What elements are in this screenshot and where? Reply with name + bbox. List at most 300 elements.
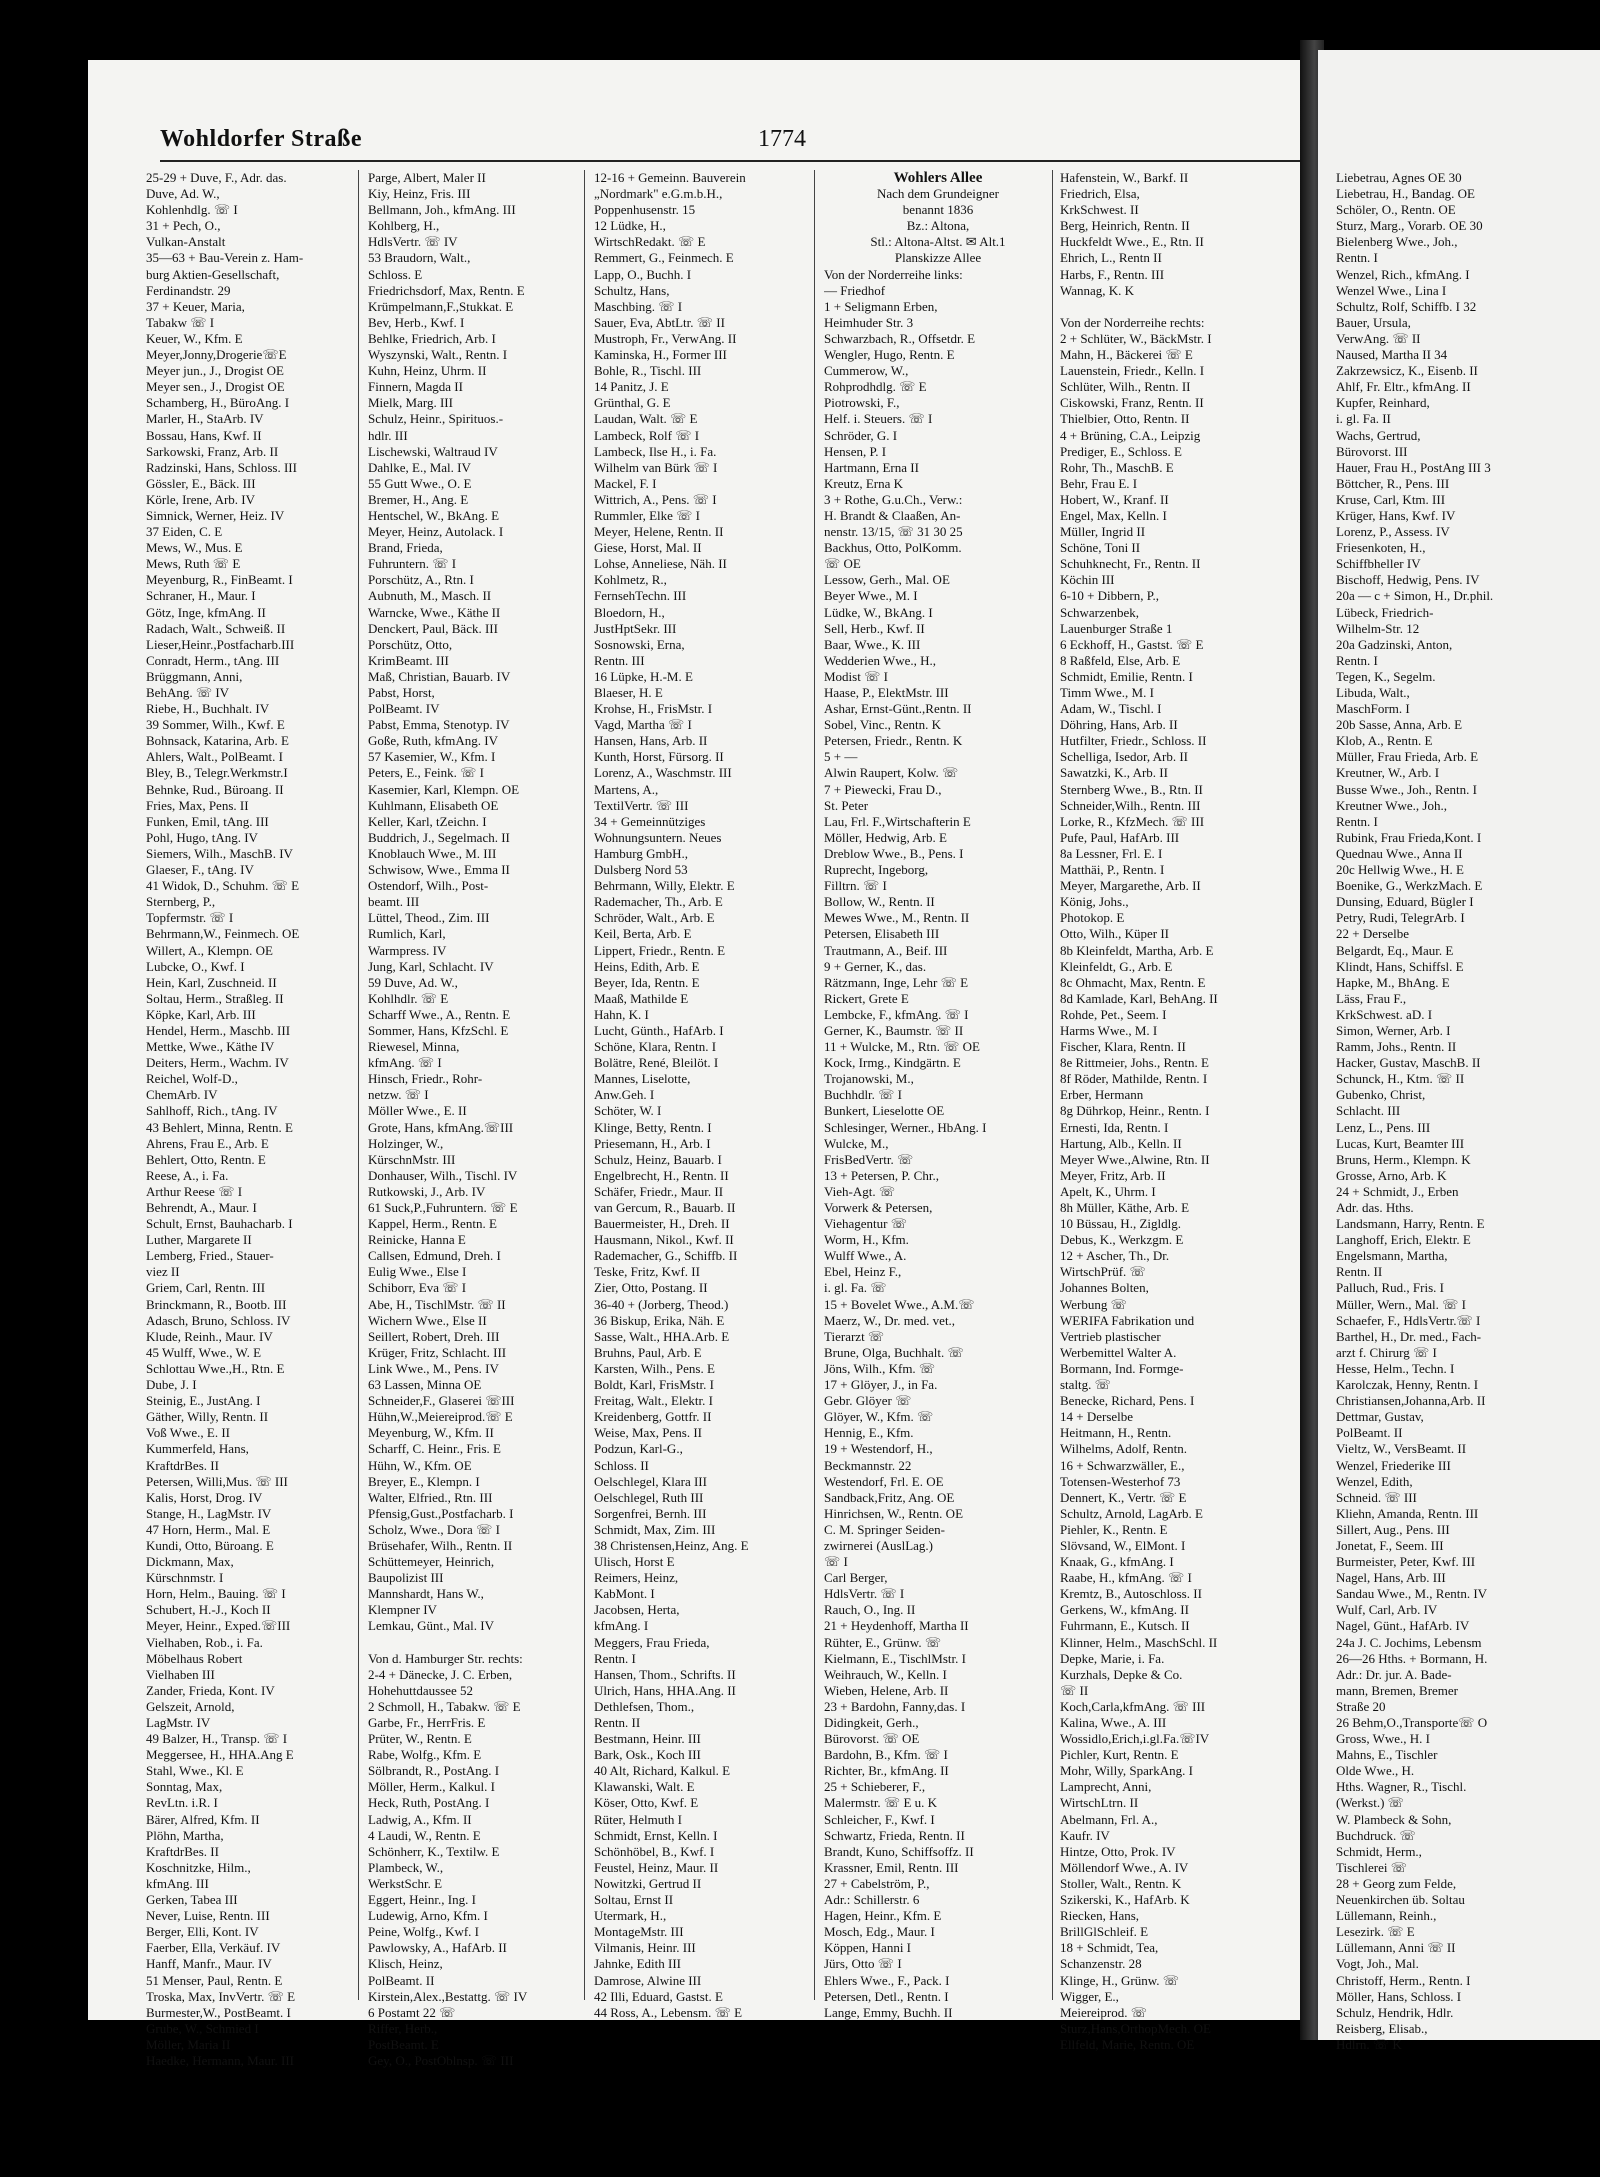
entry-line: Plöhn, Martha, — [146, 1827, 224, 1843]
entry-line: Dreblow Wwe., B., Pens. I — [824, 845, 964, 861]
entry-line: 20a Gadzinski, Anton, — [1336, 636, 1453, 652]
entry-line: Abelmann, Frl. A., — [1060, 1811, 1158, 1827]
entry-line: Böttcher, R., Pens. III — [1336, 475, 1450, 491]
entry-line: 8 Raßfeld, Else, Arb. E — [1060, 652, 1181, 668]
entry-line: Glaeser, F., tAng. IV — [146, 862, 254, 878]
entry-line: Sauer, Eva, AbtLtr. ☏ II — [594, 314, 725, 330]
entry-line: Olde Wwe., H. — [1336, 1763, 1415, 1779]
entry-line: Rummler, Elke ☏ I — [594, 507, 700, 523]
entry-line: Engelsmann, Martha, — [1336, 1248, 1448, 1264]
entry-line: Anw.Geh. I — [594, 1087, 655, 1103]
entry-line: Möller, Maria II — [146, 2036, 231, 2052]
entry-line: Reichel, Wolf-D., — [146, 1071, 238, 1087]
entry-line: 8b Kleinfeldt, Martha, Arb. E — [1060, 942, 1214, 958]
entry-line: Erber, Hermann — [1060, 1087, 1144, 1103]
entry-line: Porschütz, Otto, — [368, 636, 453, 652]
entry-line: Landsmann, Harry, Rentn. E — [1336, 1216, 1485, 1232]
entry-line: 51 Menser, Paul, Rentn. E — [146, 1972, 283, 1988]
entry-line: Von der Norderreihe rechts: — [1060, 314, 1205, 330]
entry-line: nenstr. 13/15, ☏ 31 30 25 — [824, 524, 963, 540]
entry-line: Bauer, Ursula, — [1336, 314, 1411, 330]
entry-line: Werbung ☏ — [1060, 1296, 1127, 1312]
entry-line: 6 Postamt 22 ☏ — [368, 2004, 456, 2020]
entry-line: Petry, Rudi, TelegrArb. I — [1336, 910, 1465, 926]
entry-line: Stoller, Walt., Rentn. K — [1060, 1875, 1182, 1891]
entry-line: Meyer sen., J., Drogist OE — [146, 379, 285, 395]
entry-line: Rubink, Frau Frieda,Kont. I — [1336, 829, 1482, 845]
entry-line: Duve, Ad. W., — [146, 186, 220, 202]
entry-line: mann, Bremen, Bremer — [1336, 1682, 1459, 1698]
entry-line: Raabe, H., kfmAng. ☏ I — [1060, 1570, 1192, 1586]
entry-line: Totensen-Westerhof 73 — [1060, 1473, 1181, 1489]
entry-line: 44 Ross, A., Lebensm. ☏ E — [594, 2004, 743, 2020]
entry-line: Klempner IV — [368, 1602, 437, 1618]
entry-line: Didingkeit, Gerh., — [824, 1715, 919, 1730]
entry-line: Buddrich, J., Segelmach. II — [368, 829, 510, 845]
entry-line: Ulisch, Horst E — [594, 1554, 675, 1570]
entry-line: 49 Balzer, H., Transp. ☏ I — [146, 1731, 288, 1747]
entry-line: Rohde, Pet., Seem. I — [1060, 1006, 1167, 1022]
entry-line: BrillGlSchleif. E — [1060, 1924, 1149, 1940]
entry-line: Walter, Elfried., Rtn. III — [368, 1489, 493, 1505]
entry-line: Schlesinger, Werner., HbAng. I — [824, 1119, 987, 1135]
entry-line: Petersen, Willi,Mus. ☏ III — [146, 1473, 288, 1489]
entry-line: Schloss. E — [368, 266, 423, 282]
entry-line: FernsehTechn. III — [594, 588, 687, 604]
entry-line: KrkSchwest. aD. I — [1336, 1006, 1433, 1022]
entry-line: Wenzel Wwe., Lina I — [1336, 282, 1447, 298]
entry-line: 43 Behlert, Minna, Rentn. E — [146, 1119, 293, 1135]
entry-line: 20c Hellwig Wwe., H. E — [1336, 862, 1464, 878]
entry-line: 13 + Petersen, P. Chr., — [824, 1167, 939, 1183]
page-header — [160, 126, 1280, 160]
entry-line: KrimBeamt. III — [368, 652, 449, 668]
entry-line: 24 + Schmidt, J., Erben — [1336, 1183, 1459, 1199]
entry-line: Tischlerei ☏ — [1336, 1859, 1408, 1875]
entry-line: Hartmann, Erna II — [824, 459, 919, 475]
entry-line: Kruse, Carl, Ktm. III — [1336, 491, 1446, 507]
entry-line: Worm, H., Kfm. — [824, 1232, 909, 1248]
entry-line: Tabakw ☏ I — [146, 314, 215, 330]
entry-line: Oelschlegel, Ruth III — [594, 1489, 704, 1505]
entry-line: Voß Wwe., E. II — [146, 1425, 231, 1441]
entry-line: 37 + Keuer, Maria, — [146, 298, 245, 314]
entry-line: Richter, Br., kfmAng. II — [824, 1763, 949, 1779]
entry-line: Arthur Reese ☏ I — [146, 1183, 243, 1199]
entry-line: Donhauser, Wilh., Tischl. IV — [368, 1167, 518, 1183]
entry-line: Soltau, Herm., Straßleg. II — [146, 990, 284, 1006]
entry-line: Hausmann, Nikol., Kwf. II — [594, 1232, 734, 1248]
entry-line: Meyer, Heinz, Autolack. I — [368, 524, 504, 540]
entry-line: Schäfer, Friedr., Maur. II — [594, 1183, 724, 1199]
entry-line: Körle, Irene, Arb. IV — [146, 491, 256, 507]
entry-line: i. gl. Fa. II — [1336, 411, 1391, 427]
entry-line: Lange, Emmy, Buchh. II — [824, 2004, 953, 2020]
entry-line: Ernesti, Ida, Rentn. I — [1060, 1119, 1169, 1135]
entry-line: Pfensig,Gust.,Postfacharb. I — [368, 1505, 514, 1521]
entry-line: 23 + Bardohn, Fanny,das. I — [824, 1698, 966, 1714]
entry-line: Utermark, H., — [594, 1908, 667, 1924]
entry-line: Schelliga, Isedor, Arb. II — [1060, 749, 1189, 765]
entry-line: Neuenkirchen üb. Soltau — [1336, 1892, 1465, 1908]
entry-line: Sell, Herb., Kwf. II — [824, 620, 925, 636]
entry-line: Finnern, Magda II — [368, 379, 463, 395]
entry-line: 15 + Bovelet Wwe., A.M.☏ — [824, 1296, 975, 1312]
entry-line: Stange, H., LagMstr. IV — [146, 1505, 272, 1521]
entry-line: Ladwig, A., Kfm. II — [368, 1811, 472, 1827]
entry-line: Sonntag, Max, — [146, 1779, 223, 1795]
entry-line: Naused, Martha II 34 — [1336, 347, 1448, 363]
entry-line: Petersen, Friedr., Rentn. K — [824, 733, 963, 749]
entry-line: 37 Eiden, C. E — [146, 524, 223, 540]
entry-line: Ahrens, Frau E., Arb. E — [146, 1135, 269, 1151]
entry-line: Bley, B., Telegr.Werkmstr.I — [146, 765, 288, 781]
entry-line: PolBeamt. II — [368, 1972, 435, 1988]
entry-line: Laudan, Walt. ☏ E — [594, 411, 698, 427]
entry-line: Pawlowsky, A., HafArb. II — [368, 1940, 507, 1956]
entry-line: Rademacher, G., Schiffb. II — [594, 1248, 738, 1264]
entry-line: Kohlenhdlg. ☏ I — [146, 202, 238, 218]
entry-line: 18 + Schmidt, Tea, — [1060, 1940, 1159, 1956]
entry-line: 27 + Cabelström, P., — [824, 1875, 930, 1891]
entry-line: zwirnerei (AuslLag.) — [824, 1537, 934, 1553]
entry-line: Hagen, Heinr., Kfm. E — [824, 1908, 942, 1924]
entry-line: Lambeck, Ilse H., i. Fa. — [594, 443, 717, 459]
entry-line: Friedrich, Elsa, — [1060, 186, 1140, 202]
entry-line: Adr. das. Hths. — [1336, 1200, 1414, 1215]
entry-line: Adr.: Dr. jur. A. Bade- — [1336, 1666, 1452, 1682]
entry-line: Gebr. Glöyer ☏ — [824, 1393, 912, 1409]
entry-line: Kreutz, Erna K — [824, 475, 904, 491]
page-title: Wohldorfer Straße — [160, 126, 363, 152]
entry-line: Kock, Irmg., Kindgärtn. E — [824, 1055, 961, 1071]
entry-line: Zander, Frieda, Kont. IV — [146, 1682, 275, 1698]
entry-line: Busse Wwe., Joh., Rentn. I — [1336, 781, 1477, 797]
entry-line: Lucas, Kurt, Beamter III — [1336, 1135, 1465, 1151]
entry-line: WERIFA Fabrikation und — [1060, 1312, 1195, 1328]
entry-line: ☏ II — [1060, 1682, 1089, 1698]
entry-line: PolBeamt. II — [1336, 1425, 1403, 1441]
entry-line: Mackel, F. I — [594, 475, 657, 491]
entry-line: Bohnsack, Katarina, Arb. E — [146, 733, 289, 749]
entry-line: Rentn. II — [1336, 1264, 1383, 1280]
entry-line: König, Johs., — [1060, 894, 1129, 910]
entry-line: Sturz, Marg., Vorarb. OE 30 — [1336, 218, 1483, 234]
entry-line: Köppen, Hanni I — [824, 1940, 912, 1956]
entry-line: St. Peter — [824, 797, 869, 813]
entry-line: Gross, Wwe., H. I — [1336, 1731, 1430, 1747]
entry-line: Lüdke, W., BkAng. I — [824, 604, 933, 620]
entry-line: Horn, Helm., Bauing. ☏ I — [146, 1586, 286, 1602]
entry-line: Gubenko, Christ, — [1336, 1087, 1426, 1103]
entry-line: Bürovorst. III — [1336, 443, 1408, 459]
entry-line: Koschnitzke, Hilm., — [146, 1859, 251, 1875]
entry-line: Meiereiprod. ☏ — [1060, 2004, 1148, 2020]
entry-line: Lapp, O., Buchh. I — [594, 266, 692, 282]
entry-line: Freitag, Walt., Elektr. I — [594, 1393, 713, 1409]
entry-line: Sosnowski, Erna, — [594, 636, 685, 652]
entry-line: Priesemann, H., Arb. I — [594, 1135, 711, 1151]
entry-line: Dulsberg Nord 53 — [594, 862, 688, 878]
entry-line: W. Plambeck & Sohn, — [1336, 1811, 1452, 1827]
entry-line: Lauenstein, Friedr., Kelln. I — [1060, 363, 1205, 379]
entry-line: 1 + Seligmann Erben, — [824, 298, 938, 314]
entry-line: 14 + Derselbe — [1060, 1409, 1134, 1425]
entry-line: Lüttel, Theod., Zim. III — [368, 910, 490, 926]
entry-line: Heitmann, H., Rentn. — [1060, 1425, 1172, 1441]
entry-line: 16 + Schwarzwäller, E., — [1060, 1457, 1185, 1473]
entry-line: Modist ☏ I — [824, 668, 888, 684]
entry-line: 6-10 + Dibbern, P., — [1060, 588, 1160, 604]
entry-line: Abe, H., TischlMstr. ☏ II — [368, 1296, 506, 1312]
entry-line: Kaminska, H., Former III — [594, 347, 727, 363]
entry-line: Wilhelms, Adolf, Rentn. — [1060, 1441, 1187, 1457]
entry-line: Schulz, Heinr., Spirituos.- — [368, 411, 504, 427]
entry-line: Schröder, G. I — [824, 427, 898, 443]
entry-line: Rentn. I — [1336, 813, 1378, 829]
entry-line: ☏ I — [824, 1554, 848, 1570]
entry-line: Schanzenstr. 28 — [1060, 1956, 1142, 1972]
entry-line: Krümpelmann,F.,Stukkat. E — [368, 298, 514, 314]
entry-line: Dethlefsen, Thom., — [594, 1698, 695, 1714]
entry-line: Sawatzki, K., Arb. II — [1060, 765, 1168, 781]
entry-line: Lucht, Günth., HafArb. I — [594, 1022, 724, 1038]
entry-line: Prediger, E., Schloss. E — [1060, 443, 1182, 459]
entry-line: Behnke, Rud., Büroang. II — [146, 781, 284, 797]
entry-line: Langhoff, Erich, Elektr. E — [1336, 1232, 1471, 1248]
entry-line: Filltrn. ☏ I — [824, 878, 887, 894]
entry-line: Sandback,Fritz, Ang. OE — [824, 1489, 955, 1505]
entry-line: Nowitzki, Gertrud II — [594, 1875, 702, 1891]
entry-line: Hohehuttdaussee 52 — [368, 1682, 474, 1698]
entry-line: Brinckmann, R., Bootb. III — [146, 1296, 287, 1312]
entry-line: Scholz, Wwe., Dora ☏ I — [368, 1521, 500, 1537]
entry-line: Liebetrau, Agnes OE 30 — [1336, 170, 1462, 185]
entry-line: 41 Widok, D., Schuhm. ☏ E — [146, 878, 300, 894]
entry-line: staltg. ☏ — [1060, 1377, 1111, 1393]
entry-line: Fries, Max, Pens. II — [146, 797, 249, 813]
entry-line: Mewes Wwe., M., Rentn. II — [824, 910, 970, 926]
entry-line: Rohr, Th., MaschB. E — [1060, 459, 1174, 475]
entry-line: Wossidlo,Erich,i.gl.Fa.☏IV — [1060, 1731, 1210, 1747]
entry-line: Peine, Wolfg., Kwf. I — [368, 1924, 480, 1940]
entry-line: Schleicher, F., Kwf. I — [824, 1811, 935, 1827]
entry-line: 5 + — — [824, 749, 858, 765]
entry-line: Vieh-Agt. ☏ — [824, 1183, 896, 1199]
entry-line: Rätzmann, Inge, Lehr ☏ E — [824, 974, 969, 990]
entry-line: Hauer, Frau H., PostAng III 3 — [1336, 459, 1491, 475]
entry-line: Photokop. E — [1060, 910, 1125, 926]
entry-line: Porschütz, A., Rtn. I — [368, 572, 474, 588]
entry-line: 2 Schmoll, H., Tabakw. ☏ E — [368, 1698, 521, 1714]
entry-line: Lemkau, Günt., Mal. IV — [368, 1618, 495, 1634]
entry-line: 25 + Schieberer, F., — [824, 1779, 926, 1795]
entry-line: Hentschel, W., BkAng. E — [368, 507, 500, 523]
entry-line: Marler, H., StaArb. IV — [146, 411, 264, 427]
entry-line: RevLtn. i.R. I — [146, 1795, 218, 1811]
entry-line: Schamberg, H., BüroAng. I — [146, 395, 290, 411]
entry-line: Nagel, Günt., HafArb. IV — [1336, 1618, 1470, 1634]
entry-line: 8c Ohmacht, Max, Rentn. E — [1060, 974, 1206, 990]
entry-line: Gerken, Tabea III — [146, 1892, 238, 1908]
entry-line: Depke, Marie, i. Fa. — [1060, 1650, 1165, 1666]
entry-line: Barthel, H., Dr. med., Fach- — [1336, 1328, 1482, 1344]
entry-line: Plambeck, W., — [368, 1859, 444, 1875]
entry-line: Haase, P., ElektMstr. III — [824, 685, 949, 700]
entry-line: Brüsehafer, Wilh., Rentn. II — [368, 1537, 513, 1553]
entry-line: Kohlmetz, R., — [594, 572, 667, 588]
entry-line: Heimhuder Str. 3 — [824, 314, 914, 330]
entry-line: Schraner, H., Maur. I — [146, 588, 256, 604]
entry-line: Schöler, O., Rentn. OE — [1336, 202, 1456, 218]
entry-line: Jöns, Wilh., Kfm. ☏ — [824, 1360, 936, 1376]
entry-line: Müller, Ingrid II — [1060, 524, 1146, 540]
entry-line: Rohprodhdlg. ☏ E — [824, 379, 927, 395]
entry-line: KraftdrBes. II — [146, 1457, 219, 1473]
entry-line: Schuhknecht, Fr., Rentn. II — [1060, 556, 1201, 572]
entry-line: Parge, Albert, Maler II — [368, 170, 486, 185]
entry-line: Eulig Wwe., Else I — [368, 1264, 467, 1280]
entry-line: Westendorf, Frl. E. OE — [824, 1473, 944, 1489]
entry-line: Schröder, Walt., Arb. E — [594, 910, 715, 926]
entry-line: Rentn. I — [594, 1650, 636, 1666]
entry-line: Möller, Herm., Kalkul. I — [368, 1779, 495, 1795]
entry-line: Boenike, G., WerkzMach. E — [1336, 878, 1483, 894]
entry-line: Rabe, Wolfg., Kfm. E — [368, 1747, 482, 1763]
entry-line: Teske, Fritz, Kwf. II — [594, 1264, 700, 1280]
entry-line: Sölbrandt, R., PostAng. I — [368, 1763, 500, 1779]
entry-line: Wannag, K. K — [1060, 282, 1135, 298]
entry-line: Brandt, Kuno, Schiffsoffz. II — [824, 1843, 974, 1859]
directory-column-6-right-page — [1336, 170, 1598, 2053]
entry-line: Kundi, Otto, Büroang. E — [146, 1537, 274, 1553]
entry-line: Rauch, O., Ing. II — [824, 1602, 916, 1618]
entry-line: Trautmann, A., Beif. III — [824, 942, 948, 958]
entry-line: Otto, Wilh., Küper II — [1060, 926, 1169, 942]
entry-line: Rentn. I — [1336, 652, 1378, 668]
entry-line: Kielmann, E., TischlMstr. I — [824, 1650, 966, 1666]
entry-line: Grube, W., Schmied I — [146, 2020, 259, 2036]
entry-line: 21 + Heydenhoff, Martha II — [824, 1618, 969, 1634]
entry-line: Prüter, W., Rentn. E — [368, 1731, 472, 1747]
entry-line: 4 + Brüning, C.A., Leipzig — [1060, 427, 1201, 443]
entry-line: Bev, Herb., Kwf. I — [368, 314, 465, 330]
entry-line: 31 + Pech, O., — [146, 218, 221, 234]
entry-line: Apelt, K., Uhrm. I — [1060, 1183, 1156, 1199]
entry-line: Szikerski, K., HafArb. K — [1060, 1892, 1190, 1908]
entry-line: 3 + Rothe, G.u.Ch., Verw.: — [824, 491, 963, 507]
entry-line: Kohlberg, H., — [368, 218, 440, 234]
entry-line: 22 + Derselbe — [1336, 926, 1410, 942]
entry-line: Straße 20 — [1336, 1698, 1386, 1714]
entry-line: Vielhaben, Rob., i. Fa. — [146, 1634, 263, 1650]
entry-line: Meyenburg, R., FinBeamt. I — [146, 572, 293, 588]
entry-line: Hanff, Manfr., Maur. IV — [146, 1956, 272, 1972]
entry-line: Lesezirk. ☏ E — [1336, 1924, 1415, 1940]
entry-line: Schlacht. III — [1336, 1103, 1401, 1119]
entry-line: KraftdrBes. II — [146, 1843, 219, 1859]
entry-line: KabMont. I — [594, 1586, 655, 1602]
entry-line: 26 Behm,O.,Transporte☏ O — [1336, 1715, 1488, 1730]
entry-line: Bauermeister, H., Dreh. II — [594, 1216, 730, 1232]
entry-line: Hamburg GmbH., — [594, 845, 689, 861]
entry-line: Meyer, Heinr., Exped.☏III — [146, 1618, 291, 1634]
entry-line: kfmAng. III — [146, 1875, 209, 1891]
entry-line: Schmidt, Max, Zim. III — [594, 1521, 716, 1537]
entry-line: 36-40 + (Jorberg, Theod.) — [594, 1296, 729, 1312]
entry-line: Bellmann, Joh., kfmAng. III — [368, 202, 516, 218]
entry-line: arzt f. Chirurg ☏ I — [1336, 1344, 1437, 1360]
entry-line: Engelbrecht, H., Rentn. II — [594, 1167, 729, 1183]
entry-line: Keil, Berta, Arb. E — [594, 926, 692, 942]
entry-line: Wichern Wwe., Else II — [368, 1312, 487, 1328]
entry-line: Wedderien Wwe., H., — [824, 652, 937, 668]
entry-line: 11 + Wulcke, M., Rtn. ☏ OE — [824, 1039, 980, 1055]
entry-line: Klindt, Hans, Schiffsl. E — [1336, 958, 1464, 974]
entry-line: Wohnungsuntern. Neues — [594, 829, 722, 845]
entry-line: 20b Sasse, Anna, Arb. E — [1336, 717, 1463, 733]
entry-line: Poppenhusenstr. 15 — [594, 202, 696, 218]
entry-line: TextilVertr. ☏ III — [594, 797, 689, 813]
entry-line: Rentn. I — [1336, 250, 1378, 266]
entry-line: Vulkan-Anstalt — [146, 234, 226, 250]
entry-line: Link Wwe., M., Pens. IV — [368, 1360, 499, 1376]
entry-line: Hinrichsen, W., Rentn. OE — [824, 1505, 964, 1521]
entry-line: Gäther, Willy, Rentn. II — [146, 1409, 269, 1425]
column-divider — [584, 170, 585, 2000]
entry-line: Möller, Hans, Schloss. I — [1336, 1988, 1462, 2004]
entry-line: hdlr. III — [368, 427, 408, 443]
entry-line: Vielhaben III — [146, 1666, 215, 1682]
entry-line: Schmidt, Herm., — [1336, 1843, 1422, 1859]
entry-line: Adam, W., Tischl. I — [1060, 701, 1162, 717]
entry-line: Baupolizist III — [368, 1570, 444, 1586]
entry-line: Schönherr, K., Textilw. E — [368, 1843, 500, 1859]
entry-line: Heck, Ruth, PostAng. I — [368, 1795, 490, 1811]
entry-line: 61 Suck,P.,Fuhruntern. ☏ E — [368, 1200, 518, 1215]
entry-line: 6 Eckhoff, H., Gastst. ☏ E — [1060, 636, 1204, 652]
entry-line: Glöyer, W., Kfm. ☏ — [824, 1409, 934, 1425]
entry-line: 8h Müller, Käthe, Arb. E — [1060, 1200, 1190, 1215]
entry-line: Schmidt, Emilie, Rentn. I — [1060, 668, 1193, 684]
entry-line: Kappel, Herm., Rentn. E — [368, 1216, 497, 1232]
entry-line: Schwisow, Wwe., Emma II — [368, 862, 510, 878]
entry-line: 8g Dührkop, Heinr., Rentn. I — [1060, 1103, 1210, 1119]
street-heading: Wohlers Allee — [893, 170, 983, 186]
entry-line: Wilhelm-Str. 12 — [1336, 620, 1420, 636]
entry-line: Döhring, Hans, Arb. II — [1060, 717, 1178, 733]
entry-line — [368, 1635, 568, 1651]
entry-line: Dube, J. I — [146, 1377, 197, 1393]
entry-line: Stahl, Wwe., Kl. E — [146, 1763, 244, 1779]
entry-line: BehAng. ☏ IV — [146, 685, 230, 700]
entry-line: Schulz, Heinz, Bauarb. I — [594, 1151, 722, 1167]
entry-line: Kreutner, W., Arb. I — [1336, 765, 1440, 781]
entry-line: Hühn, W., Kfm. OE — [368, 1457, 472, 1473]
entry-line: 14 Panitz, J. E — [594, 379, 669, 395]
entry-line: Sobel, Vinc., Rentn. K — [824, 717, 942, 733]
entry-line: Sillert, Aug., Pens. III — [1336, 1521, 1450, 1537]
entry-line: Wengler, Hugo, Rentn. E — [824, 347, 955, 363]
entry-line: Sternberg, P., — [146, 894, 216, 910]
entry-line: 38 Christensen,Heinz, Ang. E — [594, 1537, 749, 1553]
entry-line: Lischewski, Waltraud IV — [368, 443, 498, 459]
entry-line: Denckert, Paul, Bäck. III — [368, 620, 498, 636]
entry-line: 8a Lessner, Frl. E. I — [1060, 845, 1163, 861]
entry-line: Soltau, Ernst II — [594, 1892, 674, 1908]
entry-line: Hansen, Thom., Schrifts. II — [594, 1666, 736, 1682]
entry-line: Gerkens, W., kfmAng. II — [1060, 1602, 1189, 1618]
